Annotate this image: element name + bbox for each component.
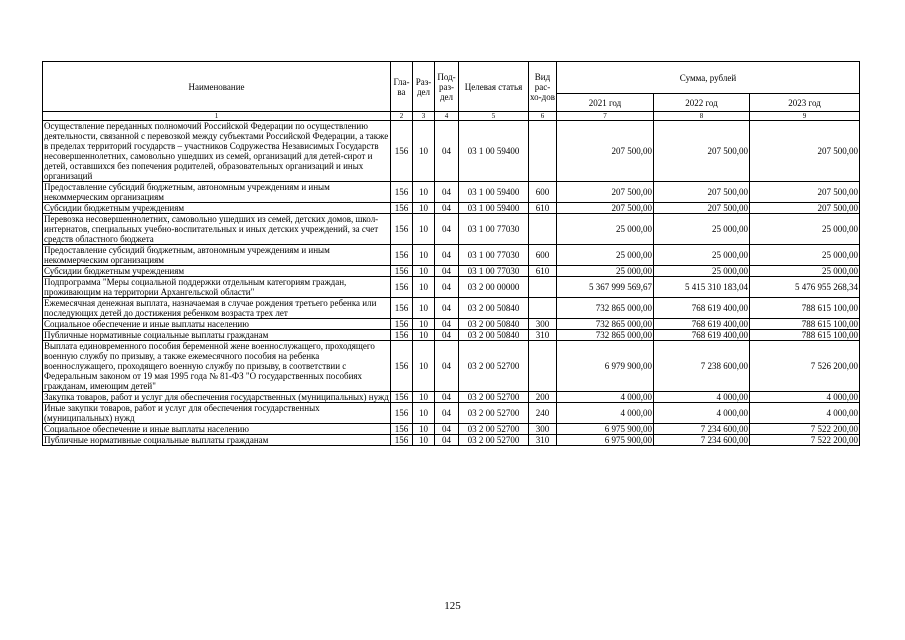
cell-vid: 310: [529, 330, 557, 341]
cell-name: Иные закупки товаров, работ и услуг для обеспечения государственных (муниципальных) нужд: [43, 403, 391, 424]
cell-podrazdel: 04: [435, 214, 459, 245]
cell-y2023: 5 476 955 268,34: [750, 277, 860, 298]
cell-podrazdel: 04: [435, 341, 459, 392]
cell-y2021: 732 865 000,00: [557, 330, 654, 341]
cell-y2023: 4 000,00: [750, 392, 860, 403]
cell-y2022: 4 000,00: [654, 392, 750, 403]
cell-y2021: 6 975 900,00: [557, 424, 654, 435]
cell-y2023: 207 500,00: [750, 121, 860, 182]
cell-podrazdel: 04: [435, 121, 459, 182]
column-number-row: [43, 112, 860, 121]
cell-y2021: 4 000,00: [557, 392, 654, 403]
col-number: 9: [750, 112, 860, 121]
cell-target: 03 2 00 50840: [459, 298, 529, 319]
cell-vid: [529, 341, 557, 392]
col-number: 5: [459, 112, 529, 121]
header-year-2021: 2021 год: [557, 94, 654, 112]
table-row: [43, 121, 860, 182]
cell-y2023: 4 000,00: [750, 403, 860, 424]
cell-razdel: 10: [413, 298, 435, 319]
cell-glava: 156: [391, 392, 413, 403]
cell-vid: 610: [529, 203, 557, 214]
cell-name: Субсидии бюджетным учреждениям: [43, 266, 391, 277]
cell-name: Публичные нормативные социальные выплаты гражданам: [43, 330, 391, 341]
cell-glava: 156: [391, 266, 413, 277]
cell-razdel: 10: [413, 245, 435, 266]
cell-y2022: 207 500,00: [654, 121, 750, 182]
cell-target: 03 2 00 52700: [459, 435, 529, 446]
col-number: 6: [529, 112, 557, 121]
cell-y2021: 6 975 900,00: [557, 435, 654, 446]
cell-y2023: 7 522 200,00: [750, 435, 860, 446]
header-podrazdel: Под-раз-дел: [435, 62, 459, 112]
cell-podrazdel: 04: [435, 203, 459, 214]
cell-podrazdel: 04: [435, 277, 459, 298]
cell-y2023: 207 500,00: [750, 182, 860, 203]
cell-vid: 610: [529, 266, 557, 277]
cell-glava: 156: [391, 403, 413, 424]
cell-name: Ежемесячная денежная выплата, назначаемая в случае рождения третьего ребенка или последующих детей до достижения ребенком возраста трех лет: [43, 298, 391, 319]
cell-glava: 156: [391, 435, 413, 446]
table-body: [43, 121, 860, 446]
cell-y2023: 788 615 100,00: [750, 319, 860, 330]
cell-y2022: 768 619 400,00: [654, 330, 750, 341]
cell-y2023: 788 615 100,00: [750, 298, 860, 319]
table-row: [43, 435, 860, 446]
cell-vid: 310: [529, 435, 557, 446]
cell-name: Предоставление субсидий бюджетным, автономным учреждениям и иным некоммерческим организациям: [43, 182, 391, 203]
table-row: [43, 403, 860, 424]
cell-podrazdel: 04: [435, 392, 459, 403]
header-target: Целевая статья: [459, 62, 529, 112]
header-vid: Вид рас-хо-дов: [529, 62, 557, 112]
cell-vid: 240: [529, 403, 557, 424]
table-row: [43, 319, 860, 330]
cell-y2022: 7 234 600,00: [654, 424, 750, 435]
cell-name: Социальное обеспечение и иные выплаты населению: [43, 424, 391, 435]
cell-y2021: 732 865 000,00: [557, 298, 654, 319]
cell-razdel: 10: [413, 435, 435, 446]
cell-y2021: 5 367 999 569,67: [557, 277, 654, 298]
cell-vid: [529, 214, 557, 245]
cell-y2023: 788 615 100,00: [750, 330, 860, 341]
table-row: [43, 330, 860, 341]
table-row: [43, 203, 860, 214]
cell-name: Закупка товаров, работ и услуг для обеспечения государственных (муниципальных) нужд: [44, 392, 389, 402]
cell-glava: 156: [391, 341, 413, 392]
cell-razdel: 10: [413, 203, 435, 214]
cell-glava: 156: [391, 203, 413, 214]
cell-target: 03 1 00 59400: [459, 203, 529, 214]
table-row: [43, 214, 860, 245]
page-number: 125: [444, 600, 461, 612]
cell-y2022: 7 234 600,00: [654, 435, 750, 446]
col-number: 1: [43, 112, 391, 121]
cell-y2022: 768 619 400,00: [654, 319, 750, 330]
cell-name: Социальное обеспечение и иные выплаты населению: [43, 319, 391, 330]
cell-y2022: 5 415 310 183,04: [654, 277, 750, 298]
cell-vid: [529, 298, 557, 319]
cell-target: 03 1 00 77030: [459, 245, 529, 266]
col-number: 4: [435, 112, 459, 121]
cell-razdel: 10: [413, 424, 435, 435]
cell-target: 03 2 00 50840: [459, 330, 529, 341]
table-row: [43, 298, 860, 319]
cell-target: 03 2 00 52700: [459, 403, 529, 424]
cell-name: Субсидии бюджетным учреждениям: [43, 203, 391, 214]
cell-razdel: 10: [413, 392, 435, 403]
cell-razdel: 10: [413, 121, 435, 182]
cell-glava: 156: [391, 424, 413, 435]
cell-target: 03 2 00 52700: [459, 424, 529, 435]
col-number: 8: [654, 112, 750, 121]
col-number: 7: [557, 112, 654, 121]
cell-y2022: 25 000,00: [654, 266, 750, 277]
cell-y2021: 207 500,00: [557, 182, 654, 203]
cell-y2022: 7 238 600,00: [654, 341, 750, 392]
cell-target: 03 1 00 77030: [459, 214, 529, 245]
col-number: 3: [413, 112, 435, 121]
table-row: [43, 266, 860, 277]
cell-name: Предоставление субсидий бюджетным, автономным учреждениям и иным некоммерческим организациям: [43, 245, 391, 266]
cell-y2021: 732 865 000,00: [557, 319, 654, 330]
cell-razdel: 10: [413, 341, 435, 392]
cell-y2021: 4 000,00: [557, 403, 654, 424]
budget-table: [42, 61, 860, 446]
cell-glava: 156: [391, 182, 413, 203]
cell-vid: 600: [529, 182, 557, 203]
cell-podrazdel: 04: [435, 298, 459, 319]
cell-glava: 156: [391, 245, 413, 266]
cell-podrazdel: 04: [435, 245, 459, 266]
cell-y2023: 25 000,00: [750, 266, 860, 277]
cell-target: 03 1 00 59400: [459, 182, 529, 203]
cell-y2022: 207 500,00: [654, 203, 750, 214]
header-name: Наименование: [43, 62, 391, 112]
col-number: 2: [391, 112, 413, 121]
header-razdel: Раз-дел: [413, 62, 435, 112]
header-year-2023: 2023 год: [750, 94, 860, 112]
cell-y2021: 25 000,00: [557, 266, 654, 277]
cell-y2021: 6 979 900,00: [557, 341, 654, 392]
cell-vid: 300: [529, 424, 557, 435]
header-glava: Гла-ва: [391, 62, 413, 112]
cell-podrazdel: 04: [435, 182, 459, 203]
cell-glava: 156: [391, 298, 413, 319]
cell-name: Публичные нормативные социальные выплаты гражданам: [43, 435, 391, 446]
cell-y2023: 7 522 200,00: [750, 424, 860, 435]
table-row: [43, 424, 860, 435]
cell-razdel: 10: [413, 182, 435, 203]
cell-y2023: 207 500,00: [750, 203, 860, 214]
table-row: [43, 341, 860, 392]
cell-razdel: 10: [413, 266, 435, 277]
cell-y2022: 4 000,00: [654, 403, 750, 424]
cell-target: 03 1 00 77030: [459, 266, 529, 277]
cell-y2021: 207 500,00: [557, 121, 654, 182]
cell-y2021: 25 000,00: [557, 245, 654, 266]
cell-podrazdel: 04: [435, 403, 459, 424]
cell-glava: 156: [391, 121, 413, 182]
cell-y2023: 7 526 200,00: [750, 341, 860, 392]
cell-y2021: 25 000,00: [557, 214, 654, 245]
cell-vid: 200: [529, 392, 557, 403]
cell-razdel: 10: [413, 403, 435, 424]
header-year-2022: 2022 год: [654, 94, 750, 112]
cell-target: 03 2 00 50840: [459, 319, 529, 330]
cell-y2023: 25 000,00: [750, 214, 860, 245]
cell-name: Подпрограмма "Меры социальной поддержки отдельным категориям граждан, проживающим на территории Архангельской области": [43, 277, 391, 298]
cell-y2021: 207 500,00: [557, 203, 654, 214]
cell-vid: [529, 121, 557, 182]
cell-target: 03 1 00 59400: [459, 121, 529, 182]
cell-razdel: 10: [413, 214, 435, 245]
cell-target: 03 2 00 52700: [459, 392, 529, 403]
cell-podrazdel: 04: [435, 319, 459, 330]
cell-y2023: 25 000,00: [750, 245, 860, 266]
cell-vid: 300: [529, 319, 557, 330]
cell-y2022: 25 000,00: [654, 245, 750, 266]
table-row: [43, 392, 860, 403]
cell-name: Выплата единовременного пособия беременной жене военнослужащего, проходящего военную службу по призыву, а также ежемесячного пособия на ребенка военнослужащего, проходящего военную службу по призыву, в соответствии с Федеральным законом от 19 мая 1995 года № 81-ФЗ "О государственных пособиях гражданам, имеющим детей": [43, 341, 391, 392]
cell-glava: 156: [391, 277, 413, 298]
cell-podrazdel: 04: [435, 266, 459, 277]
cell-vid: [529, 277, 557, 298]
cell-name: Перевозка несовершеннолетних, самовольно ушедших из семей, детских домов, школ-интернатов, специальных учебно-воспитательных и иных детских учреждений, за счет средств областного бюджета: [43, 214, 391, 245]
cell-glava: 156: [391, 214, 413, 245]
table-row: [43, 245, 860, 266]
cell-target: 03 2 00 52700: [459, 341, 529, 392]
cell-y2022: 768 619 400,00: [654, 298, 750, 319]
header-sum: Сумма, рублей: [557, 62, 860, 94]
cell-podrazdel: 04: [435, 424, 459, 435]
cell-y2022: 25 000,00: [654, 214, 750, 245]
cell-glava: 156: [391, 330, 413, 341]
cell-razdel: 10: [413, 277, 435, 298]
cell-razdel: 10: [413, 330, 435, 341]
table-row: [43, 182, 860, 203]
cell-razdel: 10: [413, 319, 435, 330]
cell-target: 03 2 00 00000: [459, 277, 529, 298]
cell-podrazdel: 04: [435, 435, 459, 446]
cell-podrazdel: 04: [435, 330, 459, 341]
table-row: [43, 277, 860, 298]
cell-name: Осуществление переданных полномочий Российской Федерации по осуществлению деятельности, связанной с перевозкой между субъектами Российской Федерации, а также в пределах территорий государств – участников Содружества Независимых Государств несовершеннолетних, самовольно ушедших из семей, организаций для детей-сирот и детей, оставшихся без попечения родителей, образовательных организаций и иных организаций: [43, 121, 391, 182]
cell-vid: 600: [529, 245, 557, 266]
cell-y2022: 207 500,00: [654, 182, 750, 203]
cell-glava: 156: [391, 319, 413, 330]
